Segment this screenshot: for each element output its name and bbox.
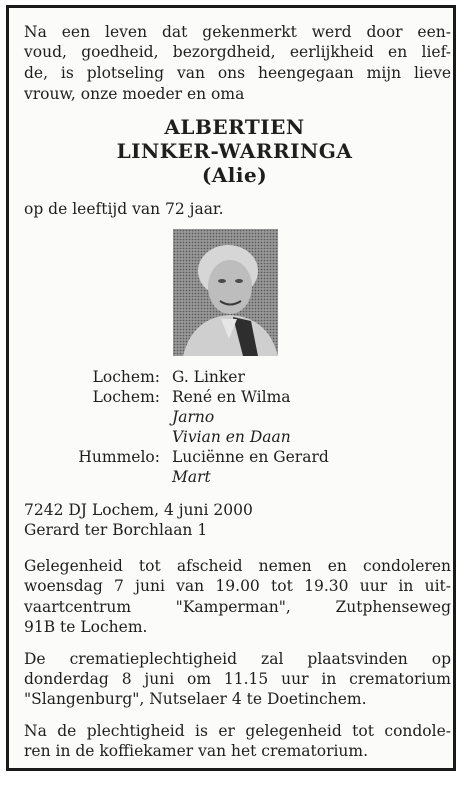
condolence-line: vaartcentrum "Kamperman", Zutphenseweg xyxy=(24,598,451,616)
portrait-image xyxy=(173,229,278,356)
address-line: Gerard ter Borchlaan 1 xyxy=(24,521,208,539)
family-place: Lochem: xyxy=(92,368,160,386)
intro-line: de, is plotseling van ons heengegaan mijn lieve xyxy=(24,64,451,82)
intro-line: vrouw, onze moeder en oma xyxy=(24,85,245,103)
family-name: G. Linker xyxy=(172,368,245,386)
cremation-line: "Slangenburg", Nutselaer 4 te Doetinchem. xyxy=(24,690,367,708)
deceased-surname: LINKER-WARRINGA xyxy=(116,139,353,163)
deceased-nickname: (Alie) xyxy=(201,163,268,187)
age-line: op de leeftijd van 72 jaar. xyxy=(24,200,224,218)
condolence-line: 91B te Lochem. xyxy=(24,618,148,636)
cremation-line: De crematieplechtigheid zal plaatsvinden op xyxy=(24,650,451,668)
family-name: René en Wilma xyxy=(172,388,291,406)
cremation-line: donderdag 8 juni om 11.15 uur in crematorium xyxy=(24,670,451,688)
family-name: Jarno xyxy=(172,408,215,426)
condolence-line: Gelegenheid tot afscheid nemen en condoleren xyxy=(24,557,451,575)
after-line: Na de plechtigheid is er gelegenheid tot condole- xyxy=(24,722,451,740)
condolence-line: woensdag 7 juni van 19.00 tot 19.30 uur in uit- xyxy=(24,577,451,595)
family-name: Mart xyxy=(172,468,211,486)
family-place: Hummelo: xyxy=(78,448,160,466)
after-line: ren in de koffiekamer van het crematorium. xyxy=(24,742,369,760)
address-line: 7242 DJ Lochem, 4 juni 2000 xyxy=(24,501,253,519)
family-name: Luciënne en Gerard xyxy=(172,448,329,466)
intro-line: Na een leven dat gekenmerkt werd door een- xyxy=(24,23,451,41)
deceased-first-name: ALBERTIEN xyxy=(164,115,305,139)
family-name: Vivian en Daan xyxy=(172,428,291,446)
family-place: Lochem: xyxy=(92,388,160,406)
portrait-photo xyxy=(173,229,278,356)
intro-line: voud, goedheid, bezorgdheid, eerlijkheid en lief- xyxy=(24,43,451,61)
